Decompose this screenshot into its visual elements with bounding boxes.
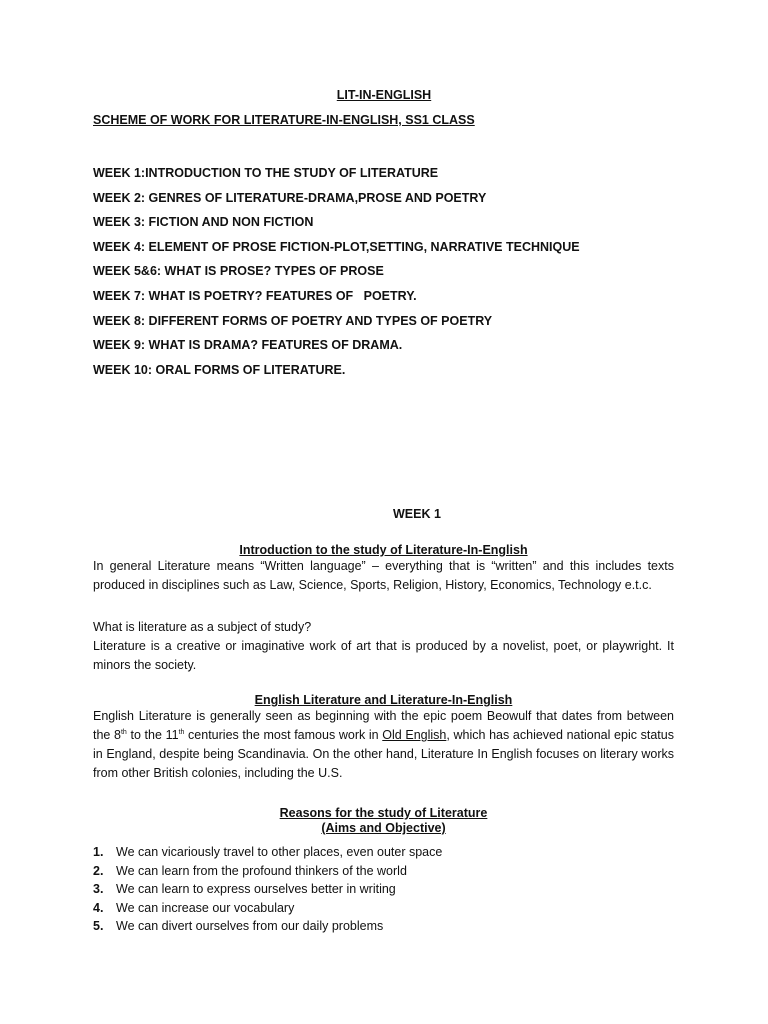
superscript: th — [120, 728, 127, 736]
paragraph-text: English Literature is generally seen as beginning with the epic poem Beowulf that dates from between the 8 — [93, 709, 674, 742]
week-item: WEEK 5&6: WHAT IS PROSE? TYPES OF PROSE — [93, 264, 384, 279]
reasons-subheading: (Aims and Objective) — [321, 821, 446, 835]
paragraph-text: to the 11 — [126, 728, 179, 742]
week-item: WEEK 10: ORAL FORMS OF LITERATURE. — [93, 362, 346, 377]
list-number: 4. — [93, 900, 104, 915]
list-text: We can learn to express ourselves better in writing — [116, 882, 396, 897]
question-text: What is literature as a subject of study? — [93, 620, 312, 634]
list-number: 1. — [93, 845, 104, 859]
week-list — [93, 161, 580, 382]
week1-label: WEEK 1 — [393, 507, 441, 521]
week-item: WEEK 2: GENRES OF LITERATURE-DRAMA,PROSE AND POETRY — [93, 190, 487, 205]
list-item — [93, 862, 442, 881]
list-text: We can vicariously travel to other places, even outer space — [116, 845, 443, 859]
list-text: We can learn from the profound thinkers of the world — [116, 863, 407, 878]
week-item: WEEK 8: DIFFERENT FORMS OF POETRY AND TYPES OF POETRY — [93, 313, 493, 328]
question-section — [93, 618, 674, 675]
english-literature-section — [93, 693, 674, 783]
list-item — [93, 899, 442, 918]
list-item — [93, 917, 442, 936]
list-text: We can divert ourselves from our daily problems — [116, 919, 384, 934]
reasons-heading: Reasons for the study of Literature — [279, 806, 488, 820]
week-item: WEEK 1:INTRODUCTION TO THE STUDY OF LITERATURE — [93, 166, 439, 180]
document-title: LIT-IN-ENGLISH — [336, 88, 432, 102]
list-number: 2. — [93, 863, 104, 878]
list-number: 5. — [93, 919, 104, 934]
reasons-section — [93, 806, 674, 835]
week-item: WEEK 7: WHAT IS POETRY? FEATURES OF POETRY. — [93, 288, 417, 303]
document-subtitle: SCHEME OF WORK FOR LITERATURE-IN-ENGLISH, SS1 CLASS — [93, 113, 475, 127]
intro-section — [93, 543, 674, 595]
week-item: WEEK 9: WHAT IS DRAMA? FEATURES OF DRAMA. — [93, 338, 403, 353]
paragraph-text: , which has achieved national epic status in England, despite being Scandinavia. On the other hand, Literature In English focuses on literary works from other British colonies, including the U.S. — [93, 728, 674, 780]
intro-heading: Introduction to the study of Literature-In-English — [239, 543, 528, 557]
answer-text: Literature is a creative or imaginative work of art that is produced by a novelist, poet, or playwright. It minors the society. — [93, 639, 674, 672]
reasons-list — [93, 843, 442, 936]
list-item — [93, 843, 442, 862]
list-number: 3. — [93, 882, 104, 897]
week-item: WEEK 4: ELEMENT OF PROSE FICTION-PLOT,SETTING, NARRATIVE TECHNIQUE — [93, 239, 580, 254]
list-item — [93, 880, 442, 899]
list-text: We can increase our vocabulary — [116, 900, 295, 915]
paragraph-text: centuries the most famous work in — [184, 728, 383, 742]
old-english-link[interactable]: Old English — [382, 728, 447, 742]
intro-paragraph: In general Literature means “Written language” – everything that is “written” and this includes texts produced in disciplines such as Law, Science, Sports, Religion, History, Economics, Technology e.t.c. — [93, 559, 674, 592]
english-literature-heading: English Literature and Literature-In-English — [254, 693, 513, 707]
superscript: th — [178, 728, 185, 736]
week-item: WEEK 3: FICTION AND NON FICTION — [93, 215, 314, 230]
english-literature-paragraph — [93, 707, 674, 783]
week1-section — [93, 507, 674, 521]
